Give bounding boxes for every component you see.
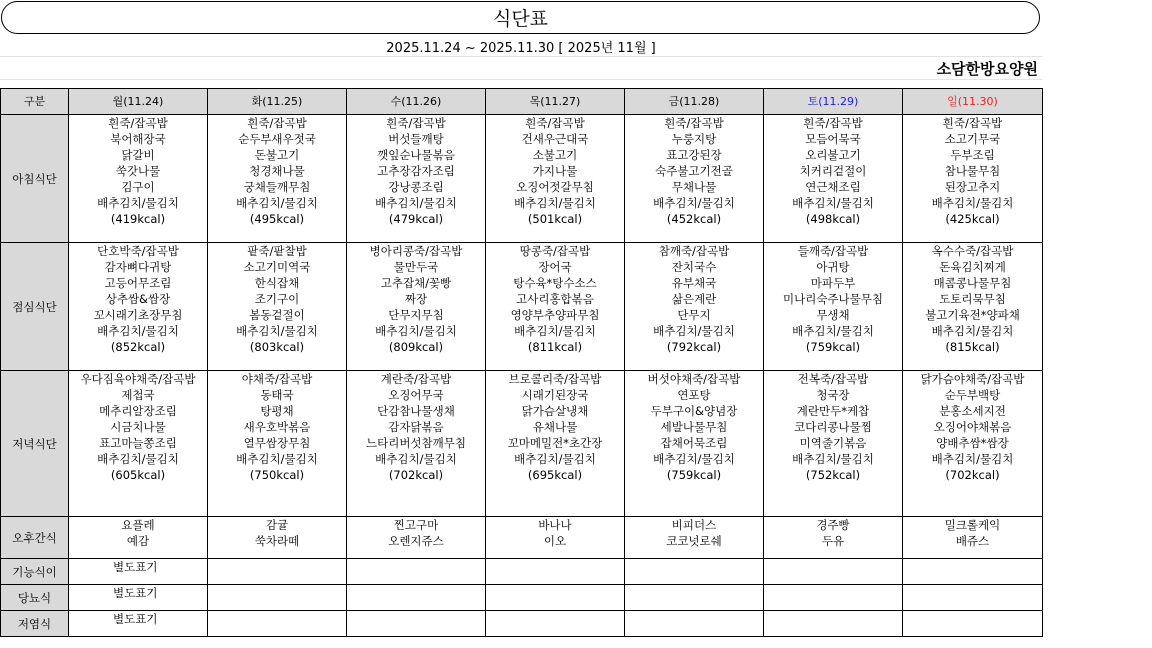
menu-item: 숙주불고기전골: [655, 164, 733, 178]
menu-item: 브로콜리죽/잡곡밥: [508, 372, 602, 386]
menu-item: 단무지: [677, 308, 711, 322]
kcal-value: (498kcal): [805, 212, 861, 226]
weekly-menu-table: [0, 88, 1043, 637]
menu-item: 팥죽/팥찰밥: [247, 244, 307, 258]
menu-item: 누룽지탕: [671, 132, 717, 146]
menu-item: 감귤: [265, 518, 289, 532]
menu-item: 꼬시래기초장무침: [93, 308, 183, 322]
menu-item: 순두부새우젓국: [238, 132, 316, 146]
menu-cell: [764, 115, 903, 243]
menu-item: 흰죽/잡곡밥: [247, 116, 307, 130]
meal-row-breakfast: [1, 115, 1043, 243]
menu-item: 밀크롤케익: [944, 518, 1001, 532]
menu-item: 단호박죽/잡곡밥: [97, 244, 179, 258]
menu-item: 옥수수죽/잡곡밥: [931, 244, 1014, 258]
menu-item: 메추리알장조림: [99, 404, 177, 418]
menu-cell: [486, 517, 625, 559]
menu-item: 유부채국: [671, 276, 717, 290]
menu-item: 고등어무조림: [104, 276, 172, 290]
menu-cell: [347, 243, 486, 371]
menu-item: 병아리콩죽/잡곡밥: [369, 244, 463, 258]
day-header-sunday: 일(11.30): [903, 89, 1043, 115]
menu-item: 배추김치/물김치: [236, 324, 318, 338]
menu-cell: [903, 243, 1043, 371]
menu-item: 배쥬스: [955, 534, 990, 548]
menu-item: 봄동겉절이: [249, 308, 305, 322]
menu-item: 장어국: [538, 260, 572, 274]
day-header: 화(11.25): [208, 89, 347, 115]
menu-item: 예감: [126, 534, 150, 548]
menu-item: 김구이: [121, 180, 155, 194]
menu-cell: [347, 371, 486, 517]
menu-cell: [764, 243, 903, 371]
menu-item: 닭가슴야채죽/잡곡밥: [920, 372, 1025, 386]
menu-item: 양배추쌈*쌈장: [936, 436, 1009, 450]
kcal-value: (695kcal): [527, 468, 583, 482]
menu-item: 배추김치/물김치: [375, 452, 457, 466]
organization-name: 소담한방요양원: [936, 59, 1038, 78]
menu-item: 감자닭볶음: [388, 420, 444, 434]
kcal-value: (759kcal): [805, 340, 861, 354]
diet-label: 기능식이: [1, 559, 69, 585]
menu-item: 코다리콩나물찜: [794, 420, 872, 434]
menu-item: 연포탕: [677, 388, 711, 402]
menu-item: 잔치국수: [671, 260, 717, 274]
menu-item: 코코넛로쉐: [666, 534, 722, 548]
diet-row-low_salt: [1, 611, 1043, 637]
menu-item: 건새우근대국: [521, 132, 589, 146]
menu-item: 돈불고기: [254, 148, 300, 162]
menu-item: 야채죽/잡곡밥: [241, 372, 313, 386]
diet-cell: [903, 611, 1043, 637]
menu-item: 버섯들깨탕: [388, 132, 444, 146]
day-header: 목(11.27): [486, 89, 625, 115]
menu-item: 시래기된장국: [521, 388, 589, 402]
menu-item: 흰죽/잡곡밥: [664, 116, 724, 130]
kcal-value: (852kcal): [110, 340, 166, 354]
diet-cell: [347, 611, 486, 637]
menu-item: 고추잡채/꽃빵: [380, 276, 452, 290]
menu-item: 바나나: [538, 518, 572, 532]
menu-item: 새우호박볶음: [243, 420, 311, 434]
day-header-saturday: 토(11.29): [764, 89, 903, 115]
diet-cell: [625, 611, 764, 637]
diet-cell: [208, 559, 347, 585]
menu-item: 두부구이&양념장: [650, 404, 738, 418]
menu-item: 배추김치/물김치: [236, 452, 318, 466]
menu-item: 단감참나물생채: [377, 404, 455, 418]
menu-cell: [208, 371, 347, 517]
menu-item: 비피더스: [671, 518, 717, 532]
diet-cell: [347, 585, 486, 611]
diet-cell: [625, 559, 764, 585]
menu-item: 배추김치/물김치: [375, 196, 457, 210]
kcal-value: (811kcal): [527, 340, 583, 354]
menu-item: 쑥차라떼: [254, 534, 300, 548]
menu-item: 순두부백탕: [944, 388, 1001, 402]
menu-item: 무채나물: [671, 180, 717, 194]
menu-cell: [486, 243, 625, 371]
menu-item: 조기구이: [254, 292, 300, 306]
menu-cell: [903, 115, 1043, 243]
kcal-value: (425kcal): [945, 212, 1000, 226]
menu-item: 쑥갓나물: [115, 164, 161, 178]
diet-cell: 별도표기: [69, 559, 208, 585]
menu-item: 마파두부: [810, 276, 856, 290]
menu-item: 닭갈비: [121, 148, 155, 162]
menu-item: 소고기무국: [944, 132, 1001, 146]
menu-item: 배추김치/물김치: [792, 196, 874, 210]
kcal-value: (792kcal): [666, 340, 722, 354]
menu-cell: [208, 115, 347, 243]
menu-item: 흰죽/잡곡밥: [386, 116, 446, 130]
menu-item: 삶은계란: [671, 292, 717, 306]
menu-item: 매콤콩나물무침: [933, 276, 1012, 290]
kcal-value: (479kcal): [388, 212, 444, 226]
menu-item: 우다짐육야채죽/잡곡밥: [80, 372, 196, 386]
menu-item: 잡채어묵조림: [660, 436, 728, 450]
menu-item: 연근채조림: [805, 180, 861, 194]
day-header: 금(11.28): [625, 89, 764, 115]
diet-cell: [208, 585, 347, 611]
menu-item: 아귀탕: [816, 260, 850, 274]
menu-period: 2025.11.24 ~ 2025.11.30 [ 2025년 11월 ]: [0, 36, 1042, 57]
menu-cell: [69, 243, 208, 371]
menu-item: 흰죽/잡곡밥: [525, 116, 585, 130]
menu-item: 닭가슴살냉채: [521, 404, 589, 418]
diet-row-functional: [1, 559, 1043, 585]
diet-cell: [347, 559, 486, 585]
menu-item: 한식잡채: [254, 276, 300, 290]
menu-item: 배추김치/물김치: [97, 196, 179, 210]
menu-item: 배추김치/물김치: [931, 324, 1014, 338]
menu-item: 상추쌈&쌈장: [105, 292, 171, 306]
menu-item: 제첩국: [121, 388, 155, 402]
menu-item: 짜장: [404, 292, 428, 306]
menu-item: 배추김치/물김치: [514, 452, 596, 466]
menu-item: 배추김치/물김치: [653, 452, 735, 466]
menu-item: 찐고구마: [393, 518, 439, 532]
day-header: 월(11.24): [69, 89, 208, 115]
diet-row-diabetic: [1, 585, 1043, 611]
menu-cell: [69, 517, 208, 559]
menu-item: 세발나물무침: [660, 420, 728, 434]
category-header: 구분: [1, 89, 69, 115]
diet-cell: [764, 585, 903, 611]
menu-item: 청경채나물: [249, 164, 305, 178]
meal-label: 점심식단: [1, 243, 69, 371]
menu-item: 배추김치/물김치: [514, 324, 596, 338]
menu-cell: [903, 517, 1043, 559]
menu-item: 참나물무침: [944, 164, 1001, 178]
menu-item: 오징어젓갈무침: [516, 180, 594, 194]
diet-cell: 별도표기: [69, 585, 208, 611]
menu-cell: [69, 115, 208, 243]
menu-item: 동태국: [260, 388, 294, 402]
kcal-value: (501kcal): [527, 212, 583, 226]
menu-item: 무생채: [816, 308, 850, 322]
menu-item: 버섯야채죽/잡곡밥: [647, 372, 741, 386]
menu-cell: [903, 371, 1043, 517]
day-header: 수(11.26): [347, 89, 486, 115]
menu-item: 땅콩죽/잡곡밥: [519, 244, 591, 258]
menu-item: 가지나물: [532, 164, 578, 178]
menu-item: 탕평채: [260, 404, 294, 418]
menu-item: 느타리버섯참깨무침: [366, 436, 466, 450]
menu-item: 배추김치/물김치: [653, 324, 735, 338]
menu-item: 두유: [821, 534, 845, 548]
menu-item: 깻잎순나물볶음: [377, 148, 455, 162]
menu-item: 배추김치/물김치: [931, 196, 1014, 210]
menu-item: 경주빵: [816, 518, 850, 532]
menu-item: 시금치나물: [110, 420, 166, 434]
diet-label: 저염식: [1, 611, 69, 637]
menu-item: 배추김치/물김치: [236, 196, 318, 210]
kcal-value: (759kcal): [666, 468, 722, 482]
menu-cell: [625, 243, 764, 371]
menu-cell: [625, 517, 764, 559]
menu-cell: [486, 371, 625, 517]
menu-item: 미역줄기볶음: [799, 436, 867, 450]
kcal-value: (750kcal): [249, 468, 305, 482]
menu-item: 고사리홍합볶음: [516, 292, 594, 306]
menu-item: 꼬마메밀전*초간장: [507, 436, 603, 450]
menu-cell: [347, 115, 486, 243]
menu-cell: [208, 517, 347, 559]
menu-cell: [208, 243, 347, 371]
kcal-value: (815kcal): [945, 340, 1000, 354]
menu-item: 표고강된장: [666, 148, 722, 162]
menu-cell: [486, 115, 625, 243]
menu-item: 배추김치/물김치: [97, 324, 179, 338]
menu-cell: [69, 371, 208, 517]
menu-item: 배추김치/물김치: [792, 452, 874, 466]
menu-item: 이오: [543, 534, 567, 548]
menu-item: 오징어야채볶음: [933, 420, 1012, 434]
menu-item: 미나리숙주나물무침: [783, 292, 883, 306]
menu-item: 돈육김치찌게: [939, 260, 1006, 274]
meal-row-dinner: [1, 371, 1043, 517]
menu-item: 치커리겉절이: [799, 164, 867, 178]
menu-item: 배추김치/물김치: [931, 452, 1014, 466]
menu-item: 흰죽/잡곡밥: [108, 116, 168, 130]
menu-cell: [764, 517, 903, 559]
diet-cell: [764, 611, 903, 637]
kcal-value: (452kcal): [666, 212, 722, 226]
kcal-value: (702kcal): [388, 468, 444, 482]
diet-cell: [903, 559, 1043, 585]
menu-item: 배추김치/물김치: [375, 324, 457, 338]
menu-item: 단무지무침: [388, 308, 444, 322]
menu-item: 영양부추양파무침: [510, 308, 600, 322]
menu-item: 두부조림: [950, 148, 995, 162]
kcal-value: (809kcal): [388, 340, 444, 354]
kcal-value: (605kcal): [110, 468, 166, 482]
divider: [0, 79, 1042, 80]
menu-item: 청국장: [816, 388, 850, 402]
menu-item: 열무쌈장무침: [243, 436, 311, 450]
menu-item: 소불고기: [532, 148, 578, 162]
diet-cell: [625, 585, 764, 611]
menu-cell: [625, 371, 764, 517]
menu-item: 참깨죽/잡곡밥: [658, 244, 730, 258]
meal-row-lunch: [1, 243, 1043, 371]
kcal-value: (752kcal): [805, 468, 861, 482]
meal-row-snack: [1, 517, 1043, 559]
menu-item: 궁채들깨무침: [243, 180, 311, 194]
diet-cell: [764, 559, 903, 585]
menu-cell: [764, 371, 903, 517]
menu-item: 강낭콩조림: [388, 180, 444, 194]
kcal-value: (419kcal): [110, 212, 166, 226]
diet-cell: [208, 611, 347, 637]
menu-item: 불고기육전*양파채: [925, 308, 1020, 322]
page-title: 식단표: [1, 1, 1040, 34]
menu-item: 표고마늘쫑조림: [99, 436, 177, 450]
menu-item: 배추김치/물김치: [97, 452, 179, 466]
diet-cell: [486, 559, 625, 585]
header-row: [1, 89, 1043, 115]
menu-item: 계란죽/잡곡밥: [380, 372, 452, 386]
menu-item: 들깨죽/잡곡밥: [797, 244, 869, 258]
diet-cell: 별도표기: [69, 611, 208, 637]
diet-cell: [903, 585, 1043, 611]
menu-item: 오리불고기: [805, 148, 861, 162]
kcal-value: (702kcal): [945, 468, 1000, 482]
menu-item: 배추김치/물김치: [514, 196, 596, 210]
menu-item: 모듬어묵국: [805, 132, 861, 146]
menu-item: 전복죽/잡곡밥: [797, 372, 869, 386]
menu-item: 흰죽/잡곡밥: [803, 116, 863, 130]
kcal-value: (495kcal): [249, 212, 305, 226]
diet-cell: [486, 585, 625, 611]
menu-item: 요플레: [121, 518, 155, 532]
menu-item: 도토리묵무침: [939, 292, 1006, 306]
menu-item: 분홍소세지전: [939, 404, 1006, 418]
menu-item: 오렌지쥬스: [388, 534, 444, 548]
diet-label: 당뇨식: [1, 585, 69, 611]
menu-item: 배추김치/물김치: [792, 324, 874, 338]
menu-cell: [347, 517, 486, 559]
menu-item: 탕수육*탕수소스: [513, 276, 597, 290]
menu-item: 북어해장국: [110, 132, 166, 146]
menu-item: 배추김치/물김치: [653, 196, 735, 210]
kcal-value: (803kcal): [249, 340, 305, 354]
menu-item: 유채나물: [532, 420, 578, 434]
meal-label: 저녁식단: [1, 371, 69, 517]
menu-item: 물만두국: [393, 260, 439, 274]
menu-item: 흰죽/잡곡밥: [942, 116, 1003, 130]
menu-item: 감자뼈다귀탕: [104, 260, 172, 274]
menu-item: 오징어무국: [388, 388, 444, 402]
menu-item: 소고기미역국: [243, 260, 311, 274]
menu-item: 고추장감자조림: [377, 164, 455, 178]
meal-label: 아침식단: [1, 115, 69, 243]
menu-item: 된장고추지: [944, 180, 1001, 194]
menu-cell: [625, 115, 764, 243]
diet-cell: [486, 611, 625, 637]
menu-item: 계란만두*케찹: [796, 404, 870, 418]
meal-label: 오후간식: [1, 517, 69, 559]
